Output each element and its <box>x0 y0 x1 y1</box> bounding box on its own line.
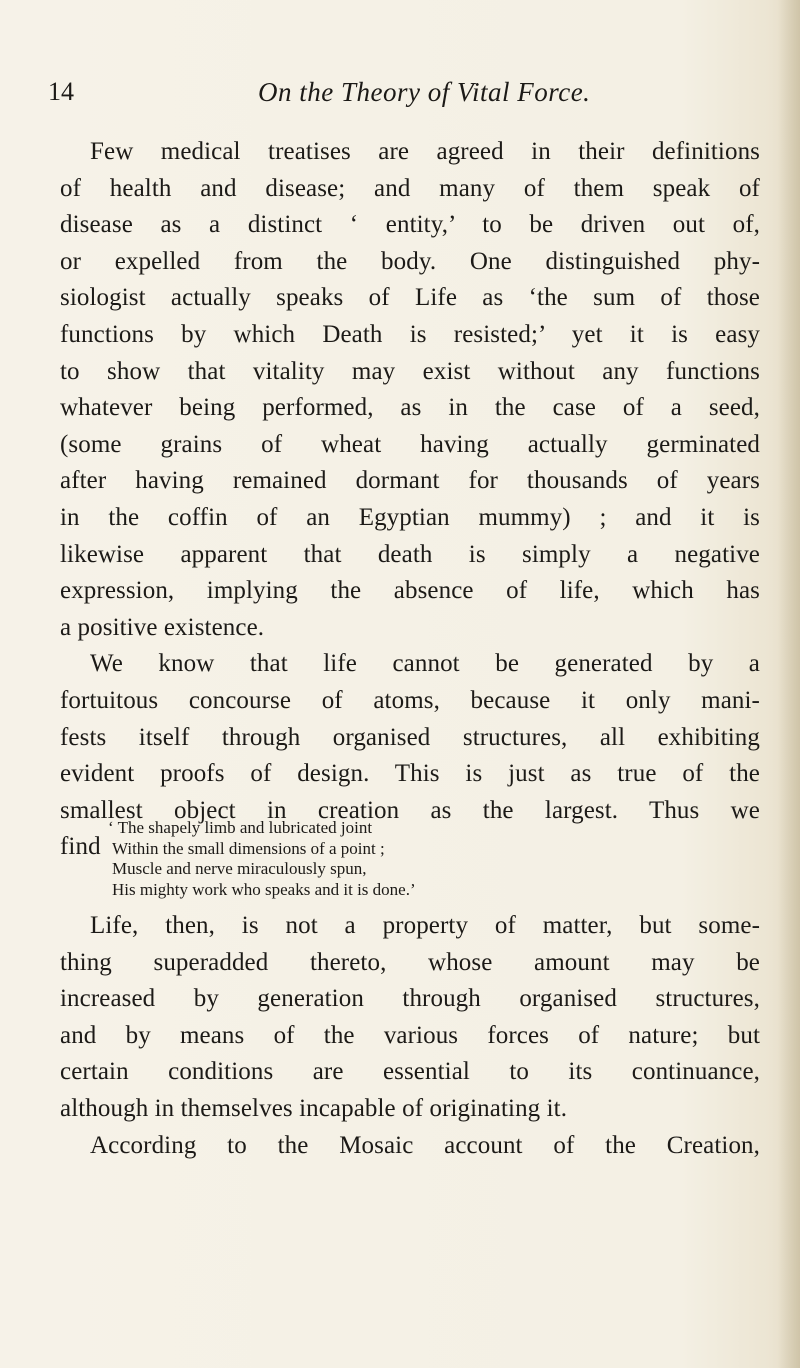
text-line: According to the Mosaic account of the Creation, <box>90 1131 760 1159</box>
verse-line: ‘ The shapely limb and lubricated joint <box>108 818 373 837</box>
text-line: and by means of the various forces of nature; but <box>60 1021 760 1049</box>
paragraph-4 <box>60 1128 760 1165</box>
text-line: find <box>60 833 101 861</box>
text-line: (some grains of wheat having actually germinated <box>60 430 760 458</box>
text-line: fortuitous concourse of atoms, because it only mani- <box>60 686 760 714</box>
text-line: functions by which Death is resisted;’ yet it is easy <box>60 320 760 348</box>
text-line: Few medical treatises are agreed in their definitions <box>90 138 760 165</box>
verse-quotation <box>108 818 668 900</box>
page-number: 14 <box>48 77 74 106</box>
text-line: whatever being performed, as in the case of a seed, <box>60 394 760 422</box>
text-line: although in themselves incapable of originating it. <box>60 1094 568 1122</box>
running-title: On the Theory of Vital Force. <box>258 77 591 107</box>
text-line: expression, implying the absence of life, which has <box>60 577 760 605</box>
verse-line: Muscle and nerve miraculously spun, <box>112 859 367 878</box>
text-line: to show that vitality may exist without any functions <box>60 357 760 385</box>
text-line: likewise apparent that death is simply a negative <box>60 540 760 568</box>
text-line: thing superadded thereto, whose amount may be <box>60 948 760 976</box>
text-line: smallest object in creation as the largest. Thus we <box>60 796 760 824</box>
text-line: or expelled from the body. One distinguished phy- <box>60 247 760 275</box>
text-line: evident proofs of design. This is just as true of the <box>60 760 760 788</box>
text-line: of health and disease; and many of them speak of <box>60 174 760 202</box>
verse-line: Within the small dimensions of a point ; <box>112 838 385 858</box>
text-line: fests itself through organised structures, all exhibiting <box>60 723 760 751</box>
page-edge-shadow <box>778 0 800 1368</box>
text-line: We know that life cannot be generated by a <box>90 650 760 678</box>
paragraph-3 <box>60 908 760 1128</box>
main-text-block <box>60 134 760 866</box>
text-line: after having remained dormant for thousands of years <box>60 467 760 495</box>
text-line: increased by generation through organised structures, <box>60 985 760 1013</box>
text-line: a positive existence. <box>60 613 265 641</box>
text-line: in the coffin of an Egyptian mummy) ; and it is <box>60 503 760 531</box>
continued-text-block <box>60 908 760 1164</box>
page-header <box>48 76 748 116</box>
text-line: siologist actually speaks of Life as ‘the sum of those <box>60 284 760 312</box>
text-line: Life, then, is not a property of matter, but some- <box>90 912 760 939</box>
text-line: certain conditions are essential to its continuance, <box>60 1058 760 1086</box>
paragraph-1 <box>60 134 760 646</box>
text-line: disease as a distinct ‘ entity,’ to be driven out of, <box>60 211 760 239</box>
verse-line: His mighty work who speaks and it is done.’ <box>112 879 416 899</box>
